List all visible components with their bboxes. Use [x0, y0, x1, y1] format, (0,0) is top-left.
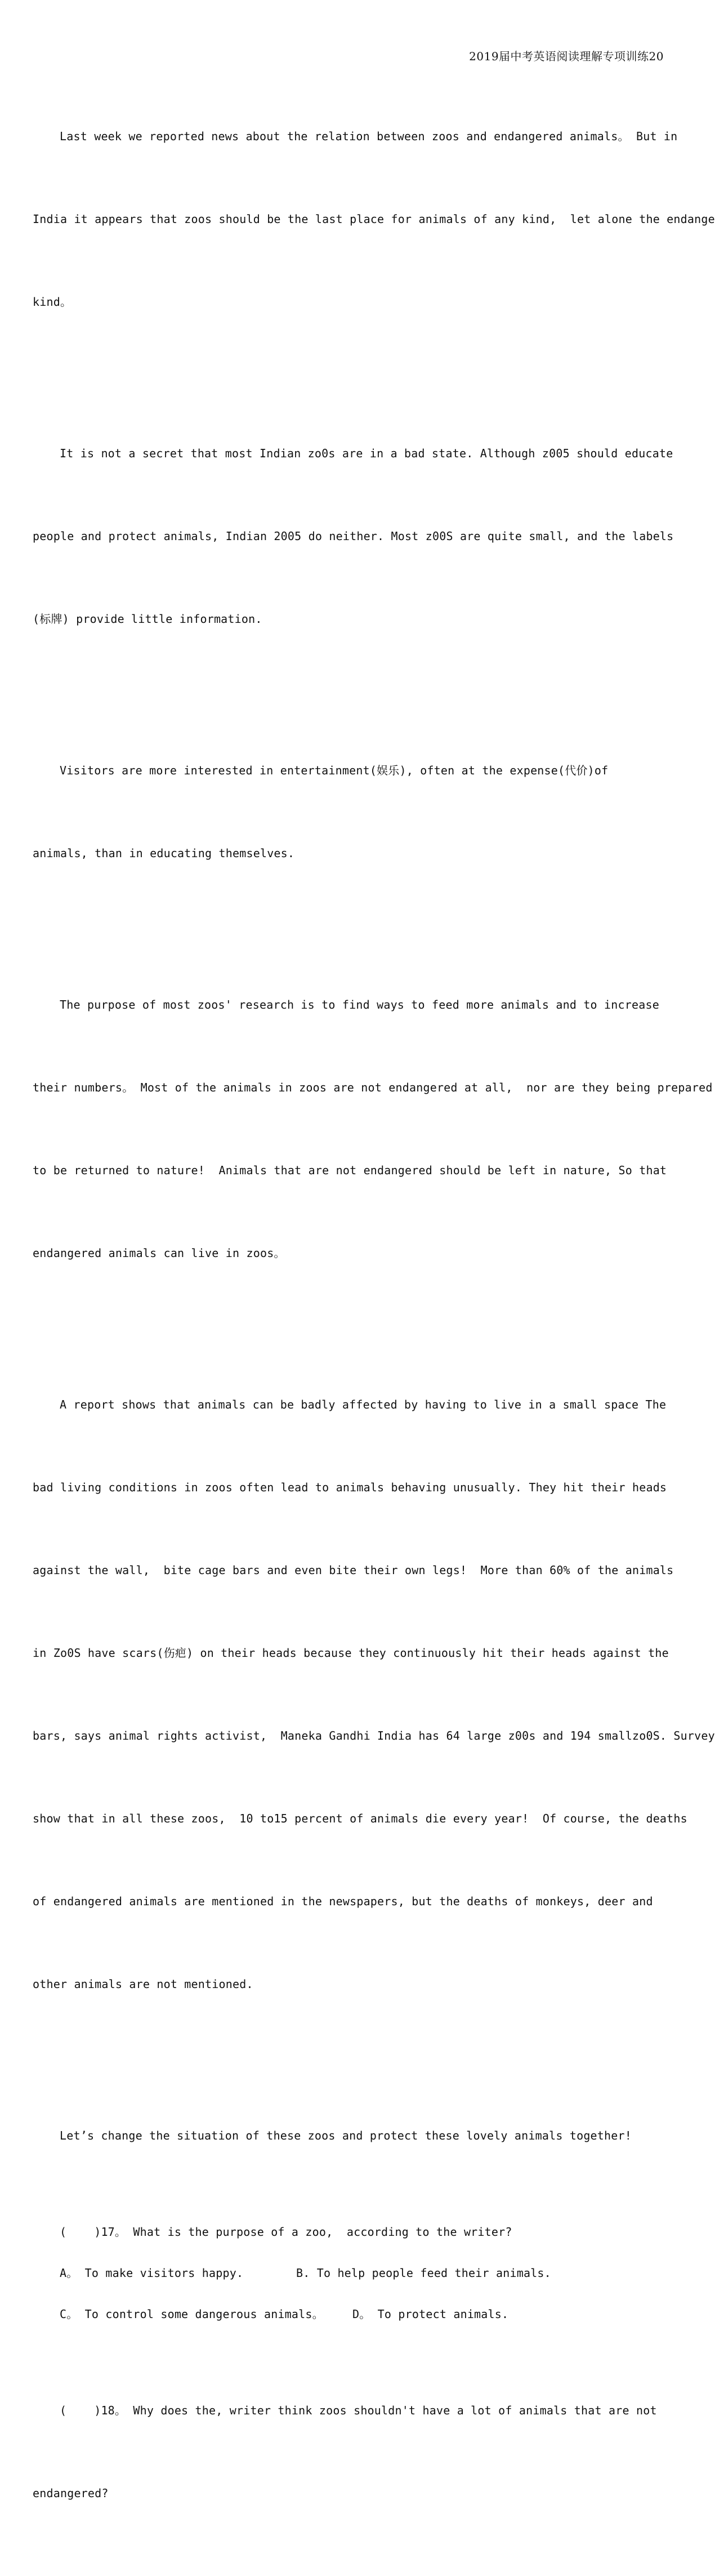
paragraph-line: A report shows that animals can be badly affected by having to live in a small space The [60, 1398, 667, 1411]
paragraph-line: endangered animals can live in zoos。 [33, 1246, 285, 1260]
paragraph-line: animals, than in educating themselves. [33, 846, 295, 860]
question-17-options-row-1 [60, 2259, 699, 2287]
paragraph-line: Let’s change the situation of these zoos and protect these lovely animals together! [60, 2129, 632, 2142]
paragraph-line: other animals are not mentioned. [33, 1977, 253, 1991]
paragraph-line: in Zo0S have scars(伤疤) on their heads because they continuously hit their heads against the [33, 1646, 669, 1660]
paragraph-1 [33, 68, 715, 371]
paragraph-line: people and protect animals, Indian 2005 do neither. Most z00S are quite small, and the labels [33, 529, 674, 543]
paragraph-line: kind。 [33, 295, 72, 309]
paragraph-line: to be returned to nature! Animals that are not endangered should be left in nature, So that [33, 1164, 667, 1177]
paragraph-line: of endangered animals are mentioned in the newspapers, but the deaths of monkeys, deer and [33, 1895, 653, 1908]
paragraph-line: their numbers。 Most of the animals in zoos are not endangered at all, nor are they being prepared [33, 1081, 713, 1094]
option-b: B. To help people feed their animals. [296, 2266, 551, 2280]
option-a: A。 To make visitors happy. [60, 2266, 244, 2280]
question-17-stem: ( )17。 What is the purpose of a zoo, according to the writer? [60, 2225, 512, 2239]
option-c: C。 To control some dangerous animals。 [60, 2307, 324, 2321]
paragraph-5 [33, 1336, 715, 2053]
paragraph-line: India it appears that zoos should be the last place for animals of any kind, let alone the endange [33, 212, 715, 226]
paragraph-line: show that in all these zoos, 10 to15 percent of animals die every year! Of course, the deaths [33, 1812, 687, 1825]
paragraph-line: The purpose of most zoos' research is to find ways to feed more animals and to increase [60, 998, 659, 1011]
paragraph-line: bad living conditions in zoos often lead to animals behaving unusually. They hit their heads [33, 1481, 667, 1494]
paragraph-line: Visitors are more interested in entertainment(娱乐), often at the expense(代价)of [60, 764, 609, 777]
question-line: ( )18。 Why does the, writer think zoos shouldn't have a lot of animals that are not [60, 2404, 657, 2417]
option-d: D。 To protect animals. [352, 2307, 509, 2321]
paragraph-3 [33, 702, 699, 922]
document-body [33, 68, 715, 2576]
page-header: 2019届中考英语阅读理解专项训练20 [469, 50, 664, 63]
paragraph-6 [33, 2067, 699, 2205]
paragraph-line: Last week we reported news about the relation between zoos and endangered animals。 But in [60, 130, 678, 143]
paragraph-2 [33, 385, 699, 688]
paragraph-line: It is not a secret that most Indian zo0s are in a bad state. Although z005 should educate [60, 447, 673, 460]
paragraph-4 [33, 936, 713, 1322]
paragraph-line: against the wall, bite cage bars and even bite their own legs! More than 60% of the animals [33, 1563, 674, 1577]
question-line: endangered? [33, 2486, 109, 2500]
question-18-stem [33, 2342, 699, 2562]
paragraph-line: bars, says animal rights activist, Maneka Gandhi India has 64 large z00s and 194 smallzo0S. Survey [33, 1729, 715, 1742]
question-17-options-row-2 [60, 2301, 699, 2328]
paragraph-line: (标牌) provide little information. [33, 612, 262, 626]
